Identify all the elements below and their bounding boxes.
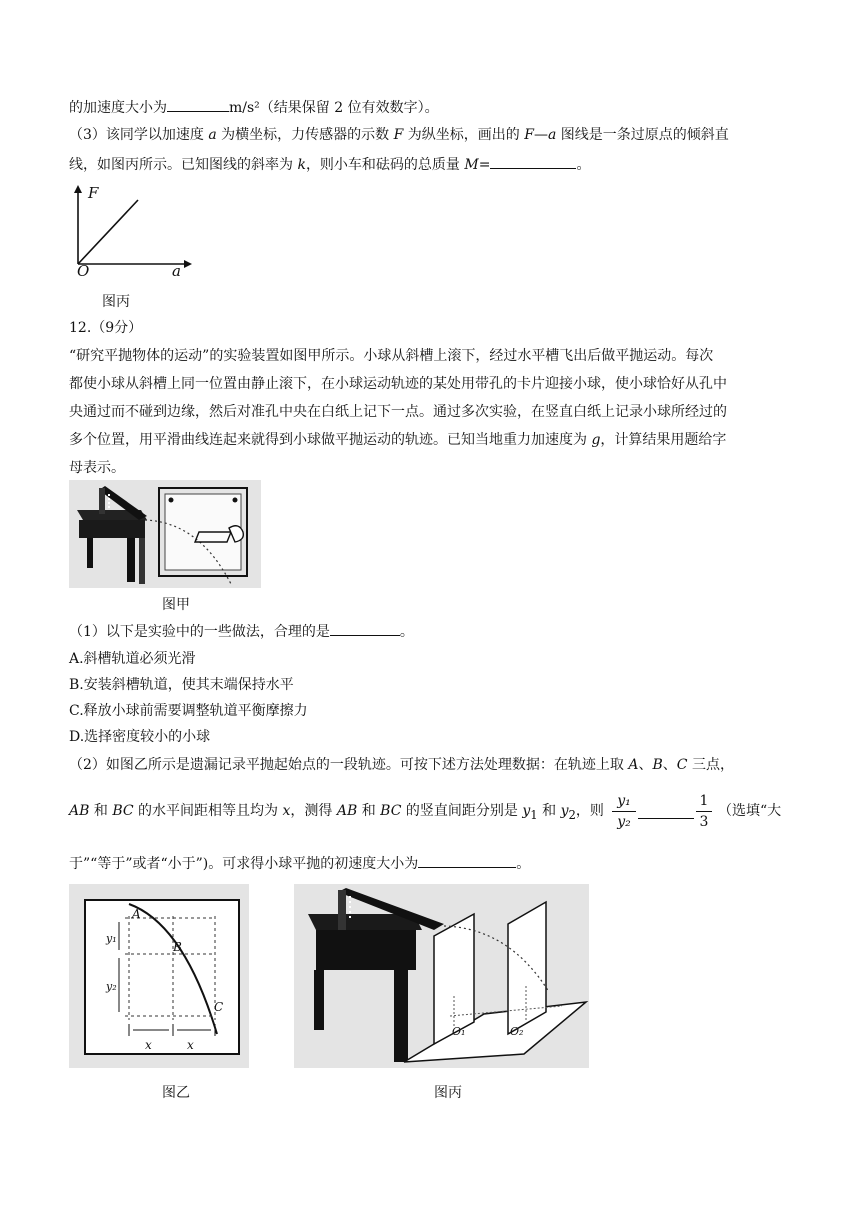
label-x2: x bbox=[187, 1038, 194, 1052]
text: 和 bbox=[357, 803, 381, 819]
q12-part2-line3 bbox=[69, 853, 530, 874]
var-AB: AB bbox=[336, 803, 358, 819]
label-y2: y₂ bbox=[106, 980, 117, 993]
text: ，则 bbox=[575, 803, 604, 819]
option-C: C.释放小球前需要调整轨道平衡摩擦力 bbox=[69, 703, 308, 719]
q12-part2-choose: （选填“大 bbox=[718, 803, 782, 819]
q11-part3-line1 bbox=[69, 125, 729, 145]
note-text: （结果保留 2 位有效数字）。 bbox=[259, 100, 439, 116]
var-A: A bbox=[628, 757, 639, 773]
var-BC: BC bbox=[380, 803, 402, 819]
numerator: 1 bbox=[699, 793, 709, 809]
q11-line1 bbox=[69, 97, 439, 118]
text: = bbox=[478, 157, 491, 173]
figure-yi-trajectory bbox=[69, 884, 249, 1068]
q12-part2-line2 bbox=[69, 801, 604, 825]
q12-part2-line1 bbox=[69, 755, 734, 775]
var-B: B bbox=[652, 757, 663, 773]
var-y: y bbox=[522, 803, 531, 819]
text: — bbox=[533, 127, 548, 143]
var-a: a bbox=[547, 127, 557, 143]
var-k: k bbox=[297, 157, 306, 173]
fraction-one-third bbox=[696, 792, 712, 831]
text: ，计算结果用题给字 bbox=[600, 432, 727, 448]
answer-blank[interactable] bbox=[490, 154, 576, 169]
subscript: 2 bbox=[568, 807, 576, 822]
text: （1）以下是实验中的一些做法，合理的是 bbox=[69, 624, 330, 640]
q12-para-line bbox=[69, 430, 726, 450]
text: 。 bbox=[516, 856, 531, 872]
text: 的水平间距相等且均为 bbox=[133, 803, 283, 819]
text: 于”“等于”或者“小于”)。可求得小球平抛的初速度大小为 bbox=[69, 856, 419, 872]
text: 。 bbox=[399, 624, 414, 640]
figure-caption-bing1: 图丙 bbox=[102, 294, 130, 310]
answer-blank[interactable] bbox=[418, 853, 516, 868]
q12-para-line: 都使小球从斜槽上同一位置由静止滚下，在小球运动轨迹的某处用带孔的卡片迎接小球，使小球恰好从孔中 bbox=[69, 376, 727, 392]
text: 为纵坐标，画出的 bbox=[403, 127, 525, 143]
var-M: M bbox=[464, 157, 479, 173]
var-AB: AB bbox=[69, 803, 90, 819]
axis-label-F: F bbox=[88, 184, 99, 202]
text: ，则小车和砝码的总质量 bbox=[305, 157, 465, 173]
point-label-C: C bbox=[214, 1000, 224, 1014]
axis-label-a: a bbox=[172, 262, 181, 280]
var-F: F bbox=[524, 127, 534, 143]
option-B: B.安装斜槽轨道，使其末端保持水平 bbox=[69, 677, 294, 693]
text: 。 bbox=[576, 157, 591, 173]
origin-label: O bbox=[77, 262, 90, 280]
text: 、 bbox=[662, 757, 677, 773]
label-y1: y₁ bbox=[106, 932, 117, 945]
q12-part1 bbox=[69, 621, 414, 642]
q12-para-line: 央通过而不碰到边缘，然后对准孔中央在白纸上记下一点。通过多次实验，在竖直白纸上记录小球所经过的 bbox=[69, 404, 727, 420]
var-x: x bbox=[282, 803, 291, 819]
text: 图线是一条过原点的倾斜直 bbox=[556, 127, 729, 143]
answer-blank[interactable] bbox=[638, 804, 694, 819]
var-g: g bbox=[591, 432, 601, 448]
numerator: y₁ bbox=[617, 793, 631, 809]
option-A: A.斜槽轨道必须光滑 bbox=[69, 651, 196, 667]
var-F: F bbox=[393, 127, 404, 143]
label-x1: x bbox=[145, 1038, 152, 1052]
text: 和 bbox=[89, 803, 113, 819]
q12-para-line: 母表示。 bbox=[69, 460, 125, 476]
figure-caption-yi: 图乙 bbox=[162, 1085, 190, 1101]
var-BC: BC bbox=[112, 803, 134, 819]
var-a: a bbox=[208, 127, 217, 143]
text: ，测得 bbox=[290, 803, 337, 819]
label-O2: O₂ bbox=[510, 1025, 524, 1038]
var-y: y bbox=[560, 803, 569, 819]
denominator: 3 bbox=[699, 814, 709, 830]
text: （2）如图乙所示是遗漏记录平抛起始点的一段轨迹。可按下述方法处理数据：在轨迹上取 bbox=[69, 757, 629, 773]
text: 多个位置，用平滑曲线连起来就得到小球做平抛运动的轨迹。已知当地重力加速度为 bbox=[69, 432, 592, 448]
text: 线，如图丙所示。已知图线的斜率为 bbox=[69, 157, 298, 173]
figure-caption-jia: 图甲 bbox=[162, 597, 190, 613]
point-label-A: A bbox=[132, 907, 141, 921]
q11-line1-text: 的加速度大小为 bbox=[69, 100, 167, 116]
text: 、 bbox=[638, 757, 653, 773]
var-C: C bbox=[676, 757, 688, 773]
denominator: y₂ bbox=[617, 814, 631, 830]
text: 为横坐标，力传感器的示数 bbox=[216, 127, 394, 143]
unit-text: m/s² bbox=[229, 100, 260, 116]
subscript: 1 bbox=[530, 807, 538, 822]
figure-jia-apparatus bbox=[69, 480, 261, 588]
figure-caption-bing2: 图丙 bbox=[434, 1085, 462, 1101]
text: 三点， bbox=[687, 757, 734, 773]
q12-header: 12.（9分） bbox=[69, 320, 143, 336]
figure-bing-apparatus bbox=[294, 884, 589, 1068]
q12-para-line: “研究平抛物体的运动”的实验装置如图甲所示。小球从斜槽上滚下，经过水平槽飞出后做平抛运动。每次 bbox=[69, 348, 714, 364]
text: 和 bbox=[537, 803, 561, 819]
option-D: D.选择密度较小的小球 bbox=[69, 729, 211, 745]
q11-part3-line2 bbox=[69, 154, 590, 175]
text: 的竖直间距分别是 bbox=[401, 803, 523, 819]
fraction-y1-y2 bbox=[612, 792, 636, 831]
label-O1: O₁ bbox=[452, 1025, 466, 1038]
text: （3）该同学以加速度 bbox=[69, 127, 209, 143]
point-label-B: B bbox=[173, 940, 182, 954]
answer-blank[interactable] bbox=[167, 97, 229, 112]
answer-blank[interactable] bbox=[330, 621, 400, 636]
